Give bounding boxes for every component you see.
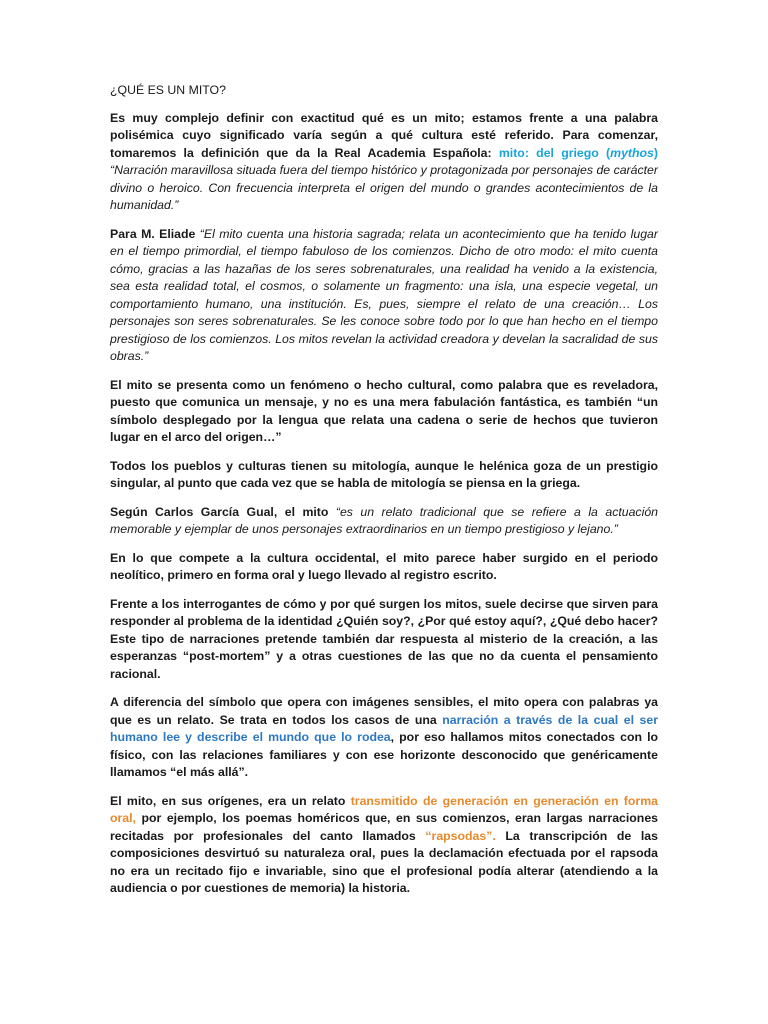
highlight-phrase: transmitido de generación en generación en forma oral, (110, 793, 658, 825)
paragraph-text: En lo que compete a la cultura occidental, el mito parece haber surgido en el periodo neolítico, primero en forma oral y luego llevado al registro escrito. (110, 550, 658, 582)
paragraph-text: que opera con imágenes sensibles, el (255, 695, 494, 709)
quote-text: “El mito cuenta una historia sagrada; relata un acontecimiento que ha tenido lugar en el tiempo primordial, el tiempo fabuloso de los comienzos. Dicho de otro modo: el mito cuenta cómo, gracias a las hazañas de los seres sobrenaturales, una realidad ha venido a la existencia, sea esta realidad total, el cosmos, o solamente un fragmento: una isla, una especie vegetal, un comportamiento humano, una institución. Es, pues, siempre el relato de una creación… Los personajes son seres sobrenaturales. Se les conoce sobre todo por lo que han hecho en el tiempo prestigioso de los comienzos. Los mitos revelan la actividad creadora y develan la sacralidad de sus obras.” (110, 226, 658, 363)
paragraph-text: opera con palabras ya que es un relato. Se trata en todos los casos de una (110, 695, 658, 727)
paragraph-text: Según Carlos García Gual, el mito (110, 504, 336, 519)
page-title: ¿QUÉ ES UN MITO? (110, 83, 226, 97)
paragraph-text: El mito, en sus orígenes, era un relato (110, 793, 351, 808)
paragraph-identity (110, 596, 658, 684)
paragraph-cultural-fact (110, 377, 658, 447)
paragraph-text: por ejemplo, los poemas homéricos que, en sus comienzos, eran largas narraciones recitadas por profesionales del canto llamados (110, 811, 658, 843)
highlight-term: ) (653, 145, 658, 160)
paragraph-symbol-vs-myth (110, 694, 658, 782)
paragraph-text: Frente a los interrogantes de cómo y por qué surgen los mitos, suele decirse que sirven para responder al problema de la identidad ¿Quién soy?, ¿Por qué estoy aquí?, ¿Qué debo hacer? Este tipo de narraciones pretende también dar respuesta al misterio de la creación, a las esperanzas “post-mortem” y a otras cuestiones de las que no da cuenta el pensamiento racional. (110, 596, 658, 681)
paragraph-text: Es muy complejo definir con exactitud qué es un mito; estamos frente a una palabra polisémica cuyo significado varía según a qué cultura esté referido. Para comenzar, tomaremos la definición que da la Real Academia Española: (110, 110, 658, 160)
bold-term: mito (493, 695, 520, 709)
quote-text: “Narración maravillosa situada fuera del tiempo histórico y protagonizada por personajes de carácter divino o heroico. Con frecuencia interpreta el origen del mundo o grandes acontecimientos de la humanidad.” (110, 163, 658, 212)
bold-term: símbolo (208, 695, 256, 709)
highlight-term-italic: mythos (610, 145, 654, 160)
paragraph-western-culture (110, 550, 658, 585)
paragraph-rae-definition (110, 110, 658, 215)
paragraph-text: , por eso hallamos mitos conectados con lo físico, con las relaciones familiares y con ese horizonte desconocido que genéricamente llamamos “el más allá”. (110, 730, 658, 779)
paragraph-text: Todos los pueblos y culturas tienen su mitología, aunque le helénica goza de un prestigio singular, al punto que cada vez que se habla de mitología se piensa en la griega. (110, 458, 658, 490)
document-page (110, 82, 658, 909)
paragraph-origins (110, 793, 658, 898)
paragraph-garcia-gual (110, 504, 658, 539)
highlight-phrase: narración a través de la cual el ser humano lee y describe el mundo que lo rodea (110, 712, 658, 744)
paragraph-text: La transcripción de las composiciones desvirtuó su naturaleza oral, pues la declamación efectuada por el rapsoda no era un recitado fijo e invariable, sino que el profesional podía alterar (atendiendo a la audiencia o por cuestiones de memoria) la historia. (110, 828, 658, 895)
paragraph-text: Para M. Eliade (110, 226, 200, 241)
highlight-term: mito: del griego ( (498, 145, 611, 160)
highlight-phrase: “rapsodas”. (425, 828, 496, 843)
paragraph-text: A diferencia del (110, 695, 209, 709)
paragraph-eliade (110, 226, 658, 366)
quote-text: “es un relato tradicional que se refiere a la actuación memorable y ejemplar de unos personajes extraordinarios en un tiempo prestigioso y lejano.” (110, 504, 658, 536)
paragraph-text: El mito se presenta como un fenómeno o hecho cultural, como palabra que es reveladora, puesto que comunica un mensaje, y no es una mera fabulación fantástica, es también “un símbolo desplegado por la lengua que relata una cadena o serie de hechos que tuvieron lugar en el arco del origen…” (110, 377, 658, 444)
paragraph-mythologies (110, 458, 658, 493)
